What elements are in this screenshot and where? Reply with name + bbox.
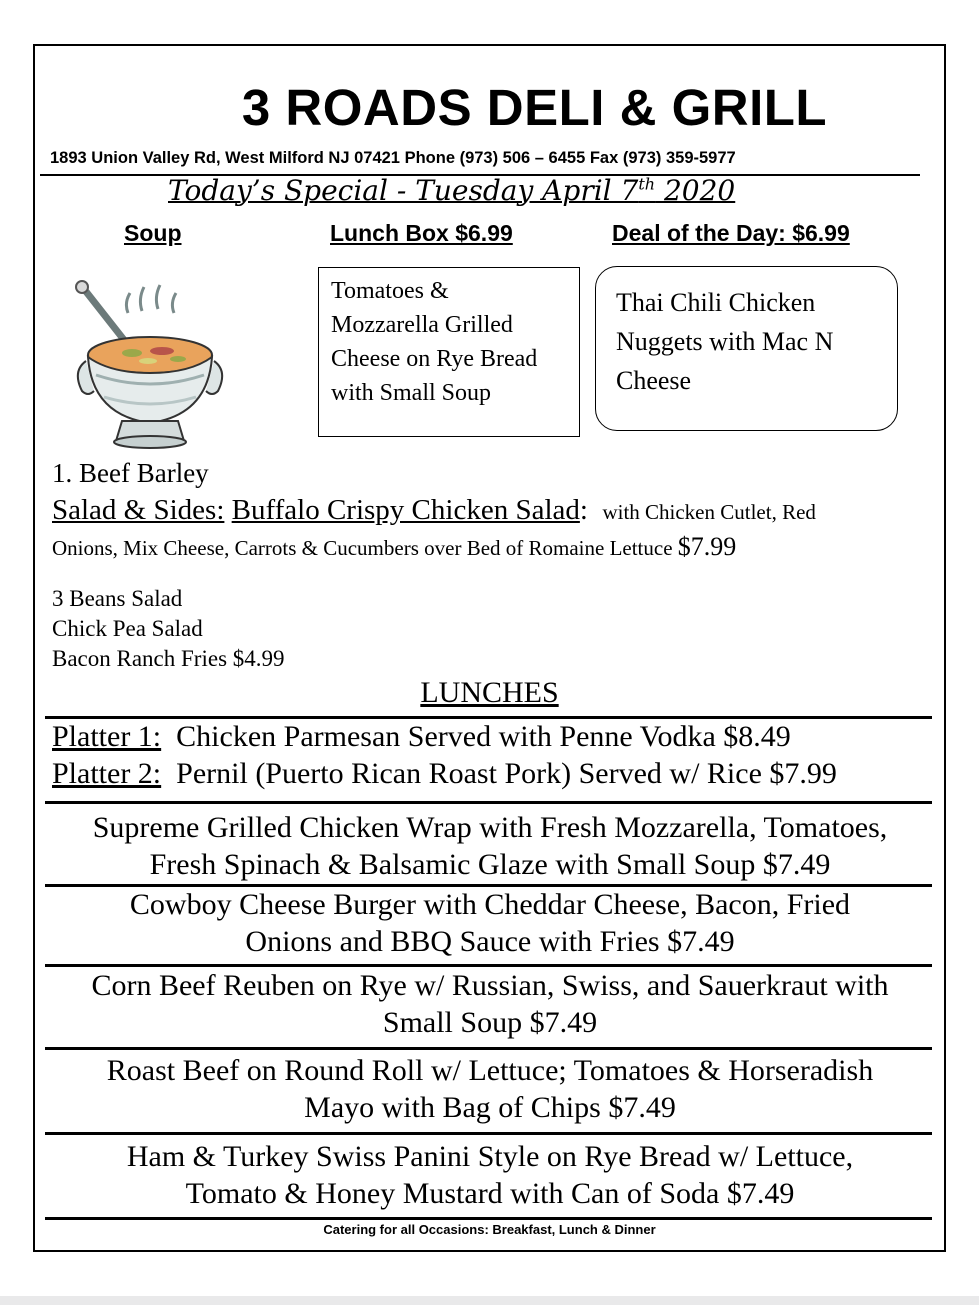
salad-desc-2: Onions, Mix Cheese, Carrots & Cucumbers over Bed of Romaine Lettuce bbox=[52, 536, 673, 560]
side-item: 3 Beans Salad bbox=[52, 586, 183, 611]
deal-line: Cheese bbox=[616, 366, 692, 395]
todays-special-heading bbox=[168, 174, 735, 207]
side-item: Chick Pea Salad bbox=[52, 616, 203, 641]
divider bbox=[45, 1047, 932, 1050]
lunch-item-line2: Mayo with Bag of Chips $7.49 bbox=[304, 1091, 676, 1124]
lunch-box-line: with Small Soup bbox=[331, 380, 492, 406]
special-date-suffix: th bbox=[638, 174, 656, 194]
deal-line: Nuggets with Mac N bbox=[616, 327, 834, 356]
divider bbox=[45, 1132, 932, 1135]
catering-footer: Catering for all Occasions: Breakfast, Lunch & Dinner bbox=[323, 1222, 656, 1237]
lunch-item-line2: Onions and BBQ Sauce with Fries $7.49 bbox=[245, 925, 735, 958]
salad-desc-line2 bbox=[52, 532, 736, 562]
side-item: Bacon Ranch Fries $4.99 bbox=[52, 646, 285, 671]
lunch-item-line1: Ham & Turkey Swiss Panini Style on Rye Bread w/ Lettuce, bbox=[126, 1140, 854, 1173]
salad-name: Buffalo Crispy Chicken Salad bbox=[231, 494, 580, 526]
salad-desc: with Chicken Cutlet, Red bbox=[602, 500, 816, 524]
special-date: Today’s Special - Tuesday April 7 bbox=[168, 174, 639, 207]
lunches-heading: LUNCHES bbox=[420, 676, 559, 709]
salad-heading bbox=[52, 494, 816, 527]
lunch-box-description bbox=[318, 267, 580, 437]
lunch-box-line: Cheese on Rye Bread bbox=[331, 346, 538, 372]
lunch-item-line2: Tomato & Honey Mustard with Can of Soda $7.49 bbox=[185, 1177, 795, 1210]
soup-item: 1. Beef Barley bbox=[52, 458, 209, 488]
lunch-item-line2: Fresh Spinach & Balsamic Glaze with Small Soup $7.49 bbox=[149, 848, 831, 881]
lunch-item bbox=[40, 967, 940, 1041]
lunch-box-line: Tomatoes & bbox=[331, 278, 449, 304]
soup-tureen-icon bbox=[70, 275, 230, 455]
lunch-item bbox=[40, 886, 940, 960]
deal-of-the-day-heading: Deal of the Day: $6.99 bbox=[612, 220, 850, 246]
platter-1 bbox=[52, 720, 791, 754]
platter-label: Platter 2: bbox=[52, 757, 162, 790]
divider bbox=[45, 801, 932, 804]
lunch-box-heading: Lunch Box $6.99 bbox=[330, 220, 513, 246]
lunch-item bbox=[40, 809, 940, 883]
salad-price: $7.99 bbox=[677, 532, 737, 561]
divider bbox=[45, 1217, 932, 1220]
platter-label: Platter 1: bbox=[52, 720, 162, 753]
lunch-item-line1: Corn Beef Reuben on Rye w/ Russian, Swiss, and Sauerkraut with bbox=[91, 969, 889, 1002]
deal-line: Thai Chili Chicken bbox=[616, 288, 816, 317]
salad-sides-label: Salad & Sides: bbox=[52, 494, 225, 526]
platter-2 bbox=[52, 757, 837, 791]
lunch-item-line1: Cowboy Cheese Burger with Cheddar Cheese, Bacon, Fried bbox=[129, 888, 851, 921]
platter-text: Pernil (Puerto Rican Roast Pork) Served w/ Rice $7.99 bbox=[176, 757, 837, 790]
lunch-item bbox=[40, 1052, 940, 1126]
soup-heading: Soup bbox=[124, 220, 182, 246]
divider bbox=[45, 716, 932, 719]
platter-text: Chicken Parmesan Served with Penne Vodka $8.49 bbox=[176, 720, 791, 753]
deal-of-the-day-description bbox=[595, 266, 898, 431]
lunch-item bbox=[40, 1138, 940, 1212]
address-line: 1893 Union Valley Rd, West Milford NJ 07421 Phone (973) 506 – 6455 Fax (973) 359-5977 bbox=[50, 149, 736, 167]
lunch-box-line: Mozzarella Grilled bbox=[331, 312, 513, 338]
lunch-item-line1: Supreme Grilled Chicken Wrap with Fresh Mozzarella, Tomatoes, bbox=[92, 811, 888, 844]
restaurant-title: 3 ROADS DELI & GRILL bbox=[241, 79, 828, 136]
lunch-item-line1: Roast Beef on Round Roll w/ Lettuce; Tomatoes & Horseradish bbox=[106, 1054, 874, 1087]
lunch-item-line2: Small Soup $7.49 bbox=[382, 1006, 598, 1039]
special-year: 2020 bbox=[655, 174, 736, 207]
salad-colon: : bbox=[579, 494, 588, 526]
